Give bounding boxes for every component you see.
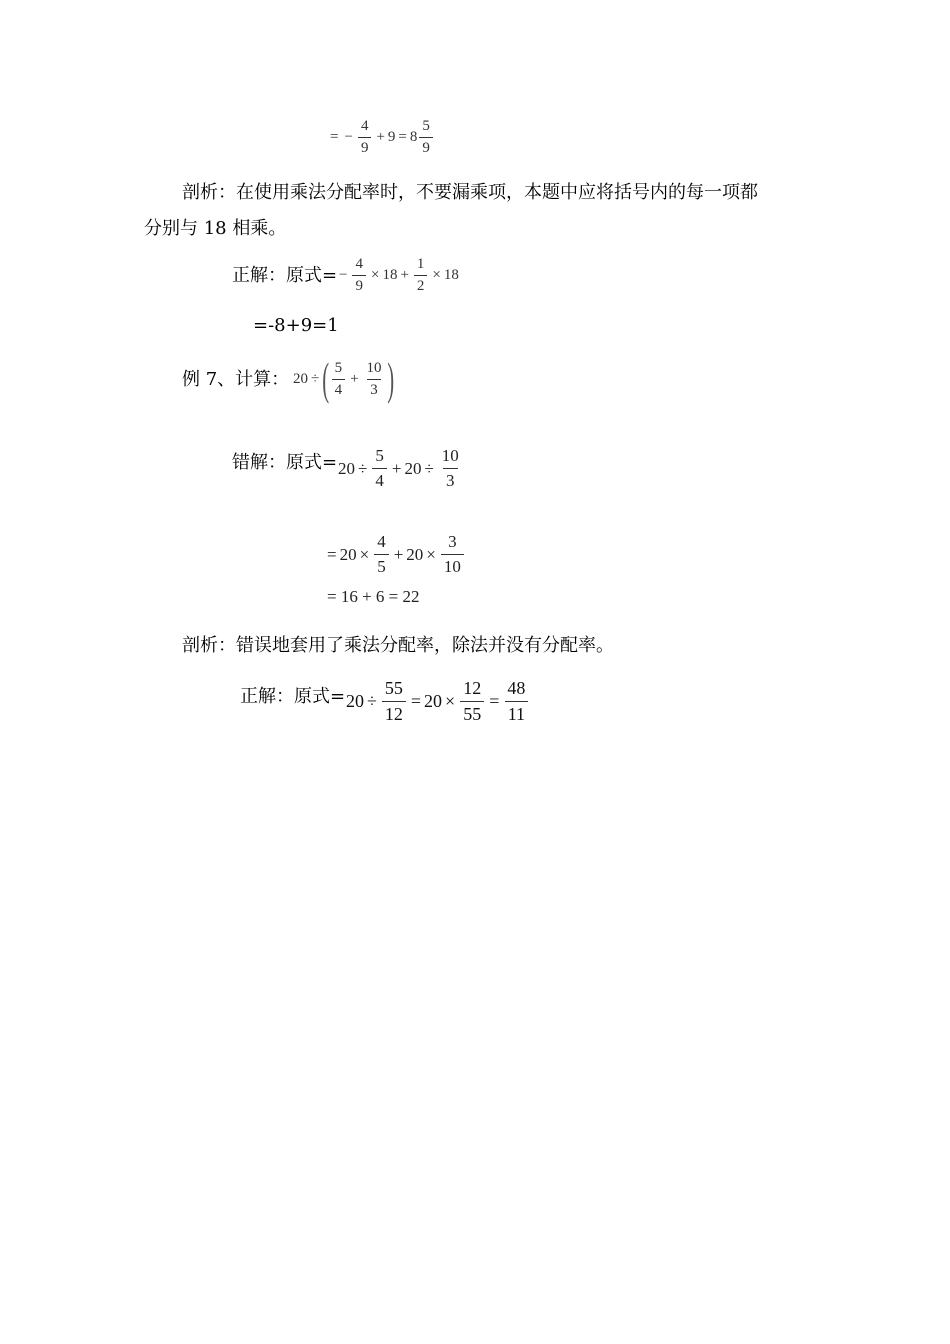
fraction: $\frac{3}{10}$ (441, 532, 464, 577)
example-7-label: 例 7、计算： (182, 369, 290, 390)
wrong-solution-label: 错解：原式= (232, 452, 338, 473)
number: 9 (387, 129, 396, 145)
wrong-solution-step-3: = 16 + 6 = 22 (327, 587, 420, 606)
example-7-expression: 20 ÷ ( $\frac{5}{4}$ + $\frac{10}{3}$ ) (293, 353, 394, 404)
fraction: $\frac{4}{5}$ (374, 532, 389, 577)
equals-sign: = (330, 129, 339, 145)
analysis-paragraph-2: 剖析：错误地套用了乘法分配率，除法并没有分配率。 (182, 635, 614, 656)
equation-step-1 (327, 118, 435, 157)
plus-sign: + (376, 129, 385, 145)
correct-solution-2-label: 正解：原式= (240, 686, 346, 707)
right-paren: ) (386, 353, 394, 404)
correct-solution-result: =-8+9=1 (253, 315, 339, 336)
wrong-solution-step-1: 20 ÷ $\frac{5}{4}$ + 20 ÷ $\frac{10}{3}$ (338, 446, 464, 491)
analysis-paragraph-1-line2: 分别与 18 相乘。 (144, 218, 287, 239)
fraction: $\frac{1}{2}$ (414, 256, 428, 295)
fraction: $\frac{12}{55}$ (460, 678, 484, 725)
fraction: $\frac{10}{3}$ (366, 359, 382, 398)
correct-solution-label: 正解：原式= (232, 265, 338, 286)
fraction: $\frac{55}{12}$ (382, 678, 406, 725)
correct-solution-2-expression: 20 ÷ $\frac{55}{12}$ = 20 × $\frac{12}{55}$ = $\frac{48}{11}$ (346, 678, 530, 725)
left-paren: ( (322, 353, 330, 404)
correct-solution-expression: − $\frac{4}{9}$ × 18 + $\frac{1}{2}$ × 18 (339, 256, 459, 294)
minus-sign: − (344, 129, 353, 145)
fraction: $\frac{5}{4}$ (372, 446, 387, 491)
fraction: $\frac{4}{9}$ (352, 256, 366, 295)
fraction: $\frac{48}{11}$ (504, 678, 528, 725)
fraction: $\frac{10}{3}$ (441, 446, 459, 490)
wrong-solution-step-2: = 20 × $\frac{4}{5}$ + 20 × $\frac{3}{10}$ (324, 532, 466, 577)
fraction: $\frac{4}{9}$ (358, 118, 372, 157)
equals-sign: = (398, 129, 407, 145)
whole-number: 8 (409, 129, 418, 145)
analysis-paragraph-1-line1: 剖析：在使用乘法分配率时，不要漏乘项，本题中应将括号内的每一项都 (182, 182, 758, 203)
fraction: $\frac{5}{9}$ (419, 118, 433, 157)
fraction: $\frac{5}{4}$ (332, 360, 346, 399)
